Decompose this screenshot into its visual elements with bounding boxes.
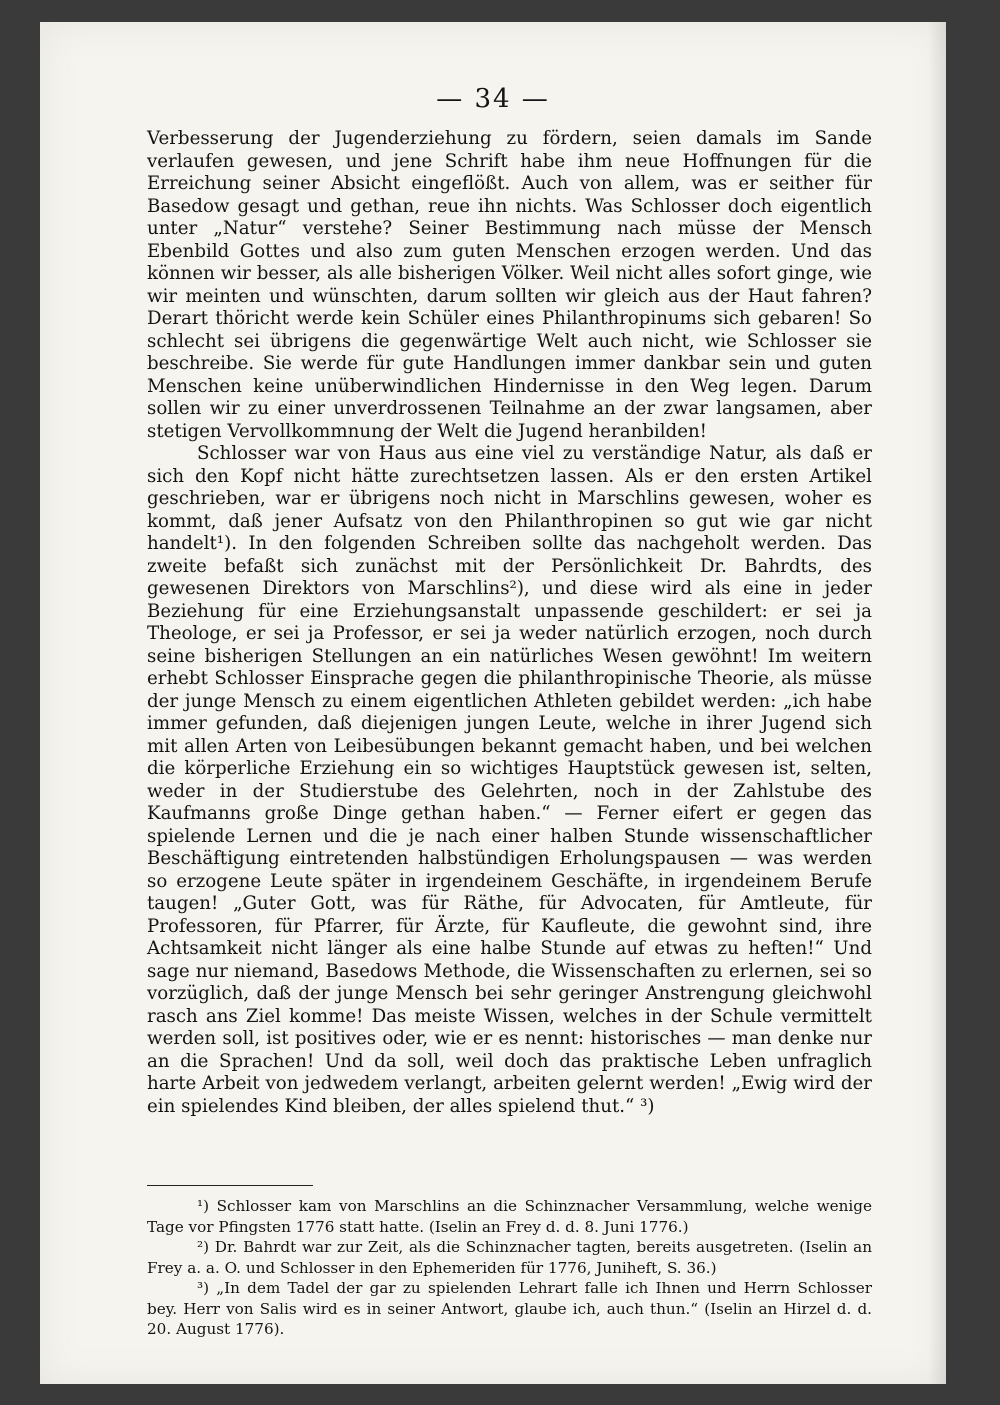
- footnote: ³) „In dem Tadel der gar zu spielenden Lehrart falle ich Ihnen und Herrn Schlosser bey. Herr von Salis wird es in seiner Antwort, glaube ich, auch thun.“ (Iselin an Hirzel d. d. 20. August 1776).: [147, 1279, 872, 1338]
- footnote-separator: [147, 1185, 313, 1186]
- footnotes: [147, 1196, 872, 1340]
- paragraph: Verbesserung der Jugenderziehung zu fördern, seien damals im Sande verlaufen gewesen, und jene Schrift habe ihm neue Hoffnungen für die Erreichung seiner Absicht eingeflößt. Auch von allem, was er seither für Basedow gesagt und gethan, reue ihn nichts. Was Schlosser doch eigentlich unter „Natur“ verstehe? Seiner Bestimmung nach müsse der Mensch Ebenbild Gottes und also zum guten Menschen erzogen werden. Und das können wir besser, als alle bisherigen Völker. Weil nicht alles sofort ginge, wie wir meinten und wünschten, darum sollten wir gleich aus der Haut fahren? Derart thöricht werde kein Schüler eines Philanthropinums sich gebaren! So schlecht sei übrigens die gegenwärtige Welt auch nicht, wie Schlosser sie beschreibe. Sie werde für gute Handlungen immer dankbar sein und guten Menschen keine unüberwindlichen Hindernisse in den Weg legen. Darum sollen wir zu einer unverdrossenen Teilnahme an der zwar langsamen, aber stetigen Vervollkommnung der Welt die Jugend heranbilden!: [147, 128, 872, 442]
- book-page: [40, 22, 946, 1384]
- main-text: [147, 128, 872, 1118]
- page-edge-shadow: [928, 22, 946, 1384]
- footnote: ¹) Schlosser kam von Marschlins an die Schinznacher Versammlung, welche wenige Tage vor Pfingsten 1776 statt hatte. (Iselin an Frey d. d. 8. Juni 1776.): [147, 1197, 872, 1236]
- paragraph: Schlosser war von Haus aus eine viel zu verständige Natur, als daß er sich den Kopf nicht hätte zurechtsetzen lassen. Als er den ersten Artikel geschrieben, war er übrigens noch nicht in Marschlins gewesen, woher es kommt, daß jener Aufsatz von den Philanthropinen so gut wie gar nicht handelt¹). In den folgenden Schreiben sollte das nachgeholt werden. Das zweite befaßt sich zunächst mit der Persönlichkeit Dr. Bahrdts, des gewesenen Direktors von Marschlins²), und diese wird als eine in jeder Beziehung für eine Erziehungsanstalt unpassende geschildert: er sei ja Theologe, er sei ja Professor, er sei ja weder natürlich erzogen, noch durch seine bisherigen Stellungen an ein natürliches Wesen gewöhnt! Im weitern erhebt Schlosser Einsprache gegen die philanthropinische Theorie, als müsse der junge Mensch zu einem eigentlichen Athleten gebildet werden: „ich habe immer gefunden, daß diejenigen jungen Leute, welche in ihrer Jugend sich mit allen Arten von Leibesübungen bekannt gemacht haben, und bei welchen die körperliche Erziehung ein so wichtiges Hauptstück gewesen ist, selten, weder in der Studierstube des Gelehrten, noch in der Zahlstube des Kaufmanns große Dinge gethan haben.“ — Ferner eifert er gegen das spielende Lernen und die je nach einer halben Stunde wissenschaftlicher Beschäftigung eintretenden halbstündigen Erholungspausen — was werden so erzogene Leute später in irgendeinem Geschäfte, in irgendeinem Berufe taugen! „Guter Gott, was für Räthe, für Advocaten, für Amtleute, für Professoren, für Pfarrer, für Ärzte, für Kaufleute, die gewohnt sind, ihre Achtsamkeit nicht länger als eine halbe Stunde auf etwas zu heften!“ Und sage nur niemand, Basedows Methode, die Wissenschaften zu erlernen, sei so vorzüglich, daß der junge Mensch bei sehr geringer Anstrengung gleichwohl rasch ans Ziel komme! Das meiste Wissen, welches in der Schule vermittelt werden soll, ist positives oder, wie er es nennt: historisches — man denke nur an die Sprachen! Und da soll, weil doch das praktische Leben unfraglich harte Arbeit von jedwedem verlangt, arbeiten gelernt werden! „Ewig wird der ein spielendes Kind bleiben, der alles spielend thut.“ ³): [147, 443, 872, 1117]
- page-number: — 34 —: [436, 84, 550, 114]
- footnote: ²) Dr. Bahrdt war zur Zeit, als die Schinznacher tagten, bereits ausgetreten. (Iselin an Frey a. a. O. und Schlosser in den Ephemeriden für 1776, Juniheft, S. 36.): [147, 1238, 872, 1277]
